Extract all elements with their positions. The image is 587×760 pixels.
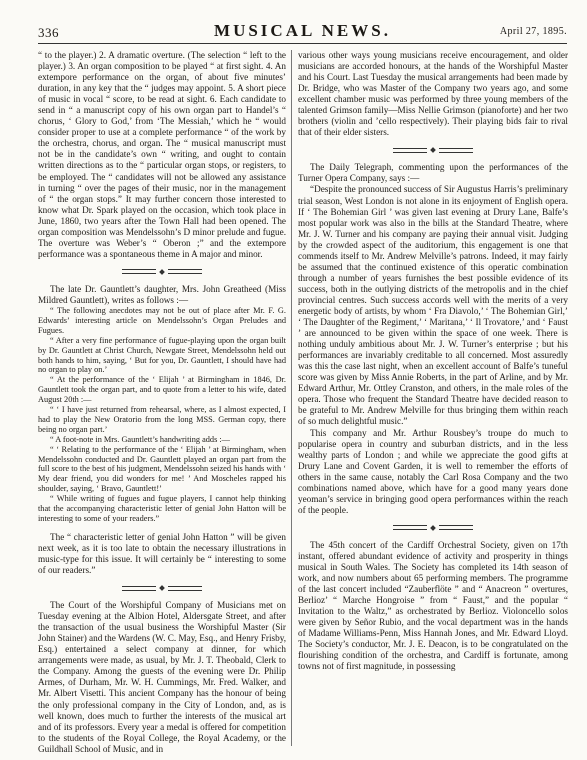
musicians-company-continued-paragraph: various other ways young musicians receive encouragement, and older musicians are accorded honours, at the hands of the Worshipful Master and his Court. Last Tuesday the musical arrangements had been made by Dr. Bridge, who was Master of the Company two years ago, and some excellent chamber music was performed by three young members of the talented Grimson family—Miss Nellie Grimson (pianoforte) and her two brothers (violin and ’cello respectively). Their playing bids fair to rival that of their elder sisters. xyxy=(298,50,568,138)
quote-paragraph: “ ‘ Relating to the performance of the ‘ Elijah ’ at Birmingham, when Mendelssohn conducted and Dr. Gauntlett played an organ part from the full score to the best of his judgment, Mendelssohn seized his hands with ‘ My dear friend, you did wonders for me! ’ And Moscheles rapped his shoulder, saying, ‘ Bravo, Gauntlett!’ xyxy=(38,444,286,494)
issue-date: April 27, 1895. xyxy=(499,26,567,37)
page-number: 336 xyxy=(38,25,59,40)
exam-requirements-paragraph: “ to the player.) 2. A dramatic overture. (The selection “ left to the player.) 3. An organ composition to be played “ at first sight. 4. An extempore performance on the organ, of about five minutes’ duration, in any key that the “ judges may appoint. 5. A short piece of music in vocal “ score, to be read at sight. 6. Each candidate to send in “ a manuscript copy of his own organ part to Handel’s “ chorus, ‘ Glory to God,’ from ‘The Messiah,’ which he “ would consider proper to use at a complete performance “ of the work by the orchestra, chorus, and organ. The “ musical manuscript must not be in the candidate’s own “ writing, and ought to contain written directions as to the “ particular organ stops, or registers, to be employed. The “ candidates will not be allowed any assistance in turning “ over the pages of their music, nor in the management of “ the organ stops.” It may further concern those interested to know what Dr. Spark played on the occasion, which took place in June, 1860, two years after the Town Hall had been opened. The organ composition was Mendelssohn’s D minor prelude and fugue. The overture was Weber’s “ Oberon ;” and the extempore performance was a spontaneous theme in A major and minor. xyxy=(38,50,286,259)
section-divider xyxy=(298,520,568,536)
gauntlett-intro-paragraph: The late Dr. Gauntlett’s daughter, Mrs. John Greatheed (Miss Mildred Gauntlett), writes as follows :— xyxy=(38,283,286,305)
quote-paragraph: “ While writing of fugues and fugue players, I cannot help thinking that the accompanying characteristic letter of genial John Hatton will be interesting to some of your readers.” xyxy=(38,494,286,524)
quote-paragraph: “ ‘ I have just returned from rehearsal, where, as I almost expected, I had to play the New Oratorio from the long MSS. German copy, there being no organ part.’ xyxy=(38,405,286,434)
section-divider xyxy=(298,142,568,158)
section-divider xyxy=(38,580,286,596)
left-column xyxy=(38,50,286,754)
quote-paragraph: “ The following anecdotes may not be out of place after Mr. F. G. Edwards’ interesting article on Mendelssohn’s Organ Preludes and Fugues. xyxy=(38,305,286,335)
daily-telegraph-intro-paragraph: The Daily Telegraph, commenting upon the performances of the Turner Opera Company, says :— xyxy=(298,162,568,184)
musicians-company-paragraph: The Court of the Worshipful Company of Musicians met on Tuesday evening at the Albion Hotel, Aldersgate Street, and after the transaction of the usual business the Worshipful Master (Sir John Stainer) and the Wardens (W. C. May, Esq., and Henry Frisby, Esq.) entertained a select company at dinner, for which arrangements were made, as usual, by Mr. J. T. Theobald, Clerk to the Company. Among the guests of the evening were Dr. Philip Armes, of Durham, Mr. W. H. Cummings, Mr. Fred. Walker, and Mr. Albert Visetti. This ancient Company has the honour of being the only professional company in the City of London, and, as is well known, does much to further the interests of the musical art and of its professors. Every year a medal is offered for competition to the students of the Royal College, the Royal Academy, or the Guildhall School of Music, and in xyxy=(38,600,286,754)
quote-paragraph: “ After a very fine performance of fugue-playing upon the organ built by Dr. Gauntlett at Christ Church, Newgate Street, Mendelssohn held out both hands to him, saying, ‘ But for you, Dr. Gauntlett, I should have had no organ to play on.’ xyxy=(38,335,286,375)
section-divider xyxy=(38,264,286,280)
quote-paragraph: “ A foot-note in Mrs. Gauntlett’s handwriting adds :— xyxy=(50,434,230,444)
opera-companies-paragraph: This company and Mr. Arthur Rousbey’s troupe do much to popularise opera in country and suburban districts, and in the less wealthy parts of London ; and while we appreciate the good gifts at Drury Lane and Covent Garden, it is well to remember the efforts of others in the same cause, notably the Carl Rosa Company and the two combinations named above, which have for a good many years done yeoman’s service in bringing good opera performances within the reach of the people. xyxy=(298,427,568,515)
daily-telegraph-quote-paragraph: “Despite the pronounced success of Sir Augustus Harris’s preliminary trial season, West London is not alone in its enjoyment of English opera. If ‘ The Bohemian Girl ’ was given last evening at Drury Lane, Balfe’s most popular work was also in the bills at the Standard Theatre, where Mr. J. W. Turner and his company are paying their annual visit. Judging by the crowded aspect of the auditorium, this engagement is one that commends itself to Mr. Andrew Melville’s patrons. Indeed, it may fairly be assumed that the continued existence of this operatic combination through a number of years furnishes the best possible evidence of its success, both in the outlying districts of the metropolis and in the chief provincial centres. Such success accords well with the merits of a very energetic body of artists, by whom ‘ Fra Diavolo,’ ‘ The Bohemian Girl,’ ‘ The Daughter of the Regiment,’ ‘ Maritana,’ ‘ Il Trovatore,’ and ‘ Faust ’ are announced to be given within the space of one week. There is nothing unduly ambitious about Mr. J. W. Turner’s enterprise ; but his performances are invariably creditable to all concerned. Most assuredly was this the case last night, when an excellent account of Balfe’s tuneful score was given by Miss Annie Roberts, in the part of Arline, and by Mr. Edward Arthur, Mr. Ottley Cranston, and others, in the male roles of the opera. Those who frequent the Standard Theatre have decided reason to be grateful to Mr. Andrew Melville for thus bringing them within reach of so much delightful music.” xyxy=(298,184,568,427)
column-rule xyxy=(291,50,292,746)
cardiff-orchestral-paragraph: The 45th concert of the Cardiff Orchestral Society, given on 17th instant, offered abundant evidence of activity and prosperity in things musical in South Wales. The Society has completed its 14th season of work, and now numbers about 65 performing members. The programme of the last concert included “Zauberflöte ” and “ Anacreon ” overtures, Berlioz’ “ Marche Hongroise ” from “ Faust,” and the popular “ Invitation to the Waltz,” as orchestrated by Berlioz. Violoncello solos were given by Señor Rubio, and the vocal department was in the hands of Madame Williams-Penn, Miss Hannah Jones, and Mr. Edward Lloyd. The Society’s conductor, Mr. J. E. Deacon, is to be congratulated on the flourishing condition of the orchestra, and Cardiff is fortunate, among towns not of first magnitude, in possessing xyxy=(298,539,568,672)
page-title: MUSICAL NEWS. xyxy=(214,21,391,40)
quote-paragraph: “ At the performance of the ‘ Elijah ’ at Birmingham in 1846, Dr. Gauntlett took the organ part, and to quote from a letter to his wife, dated August 20th :— xyxy=(38,375,286,405)
right-column xyxy=(298,50,568,746)
page-header xyxy=(38,17,567,44)
hatton-letter-paragraph: The “ characteristic letter of genial John Hatton ” will be given next week, as it is too late to obtain the necessary illustrations in music-type for this issue. It will certainly be “ interesting to some of our readers.” xyxy=(38,531,286,576)
